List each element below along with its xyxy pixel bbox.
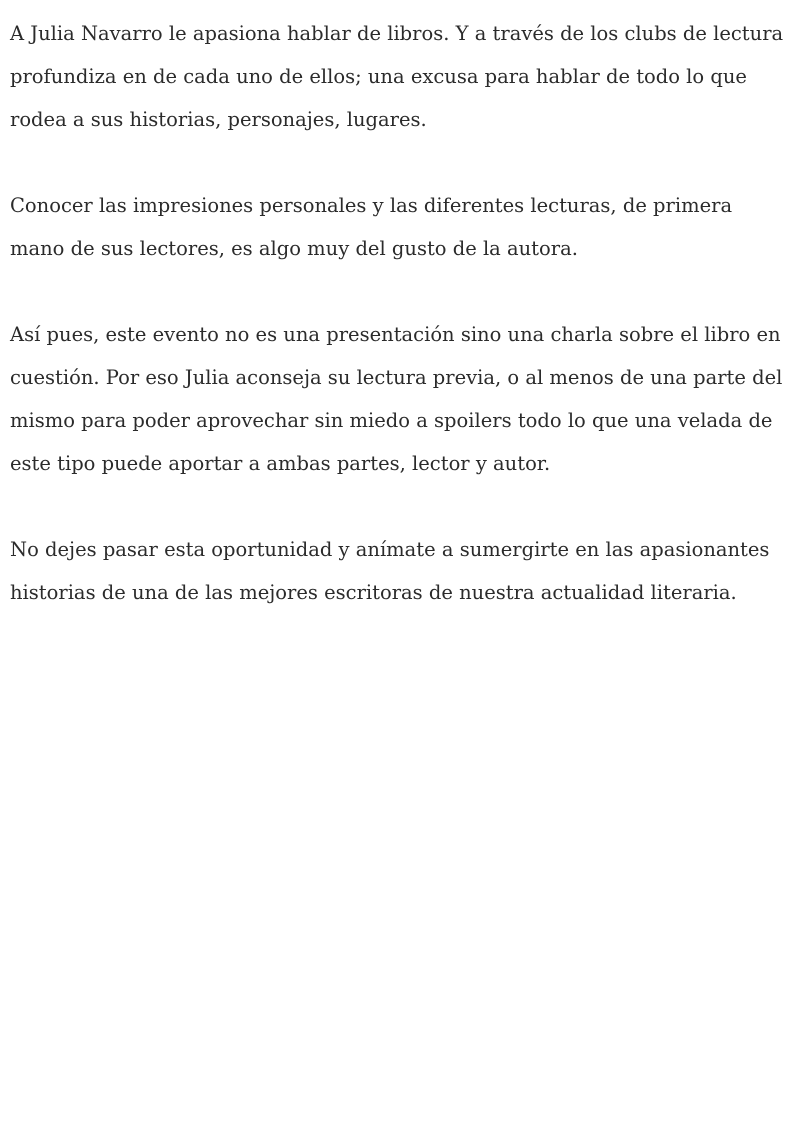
paragraph-intro: A Julia Navarro le apasiona hablar de libros. Y a través de los clubs de lectura profundiza en de cada uno de ellos; una excusa para hablar de todo lo que rodea a sus historias, personajes, lugares. (10, 22, 784, 131)
paragraph-event-description: Así pues, este evento no es una presentación sino una charla sobre el libro en cuestión. Por eso Julia aconseja su lectura previa, o al menos de una parte del mismo para poder aprovechar sin miedo a spoilers todo lo que una velada de este tipo puede aportar a ambas partes, lector y autor. (10, 323, 783, 475)
paragraph-impressions: Conocer las impresiones personales y las diferentes lecturas, de primera mano de sus lectores, es algo muy del gusto de la autora. (10, 194, 733, 260)
paragraph-call-to-action: No dejes pasar esta oportunidad y anímate a sumergirte en las apasionantes historias de una de las mejores escritoras de nuestra actualidad literaria. (10, 538, 770, 604)
